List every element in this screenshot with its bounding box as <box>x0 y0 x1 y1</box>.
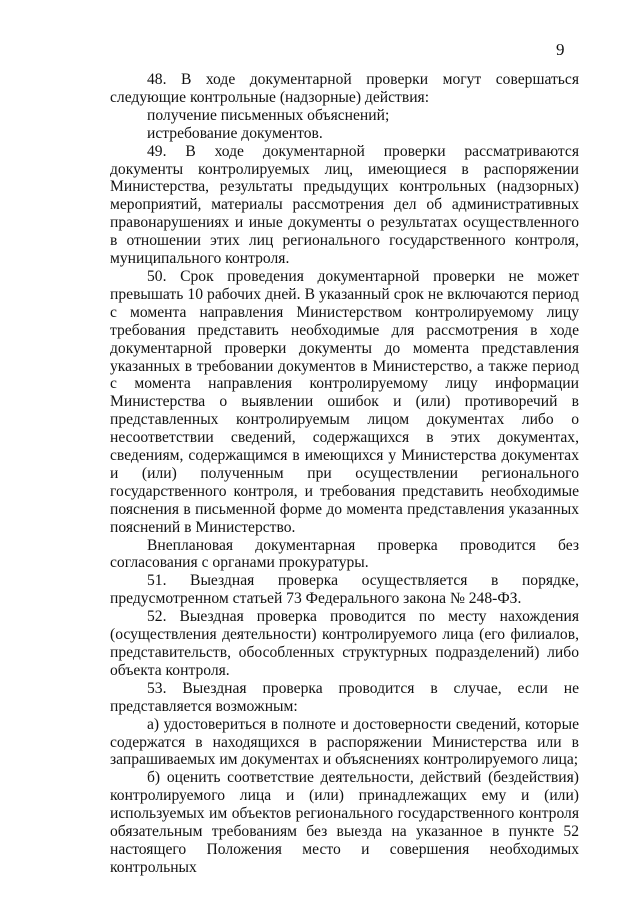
paragraph-53-b: б) оценить соответствие деятельности, действий (бездействия) контролируемого лица и (или) принадлежащих ему и (или) используемых им объектов регионального государственного контроля обязательным требованиям без выезда на указанное в пункте 52 настоящего Положения место и совершения необходимых контрольных <box>110 769 579 876</box>
list-item-documents: истребование документов. <box>147 124 323 142</box>
paragraph-unscheduled-check: Внеплановая документарная проверка проводится без согласования с органами прокуратуры. <box>110 536 579 572</box>
paragraph-50: 50. Срок проведения документарной проверки не может превышать 10 рабочих дней. В указанный срок не включаются период с момента направления Министерством контролируемому лицу требования представить необходимые для рассмотрения в ходе документарной проверки документы до момента представления указанных в требовании документов в Министерство, а также период с момента направления контролируемому лицу информации Министерства о выявлении ошибок и (или) противоречий в представленных контролируемым лицом документах либо о несоответствии сведений, содержащихся в этих документах, сведениям, содержащимся в имеющихся у Министерства документах и (или) полученным при осуществлении регионального государственного контроля, и требования представить необходимые пояснения в письменной форме до момента представления указанных пояснений в Министерство. <box>110 267 579 536</box>
paragraph-52: 52. Выездная проверка проводится по месту нахождения (осуществления деятельности) контролируемого лица (его филиалов, представительств, обособленных структурных подразделений) либо объекта контроля. <box>110 608 579 679</box>
paragraph-53-a: а) удостовериться в полноте и достоверности сведений, которые содержатся в находящихся в распоряжении Министерства или в запрашиваемых им документах и объяснениях контролируемого лица; <box>110 715 579 769</box>
paragraph-48: 48. В ходе документарной проверки могут совершаться следующие контрольные (надзорные) действия: <box>110 71 579 106</box>
paragraph-53: 53. Выездная проверка проводится в случае, если не представляется возможным: <box>110 679 579 715</box>
paragraph-49: 49. В ходе документарной проверки рассматриваются документы контролируемых лиц, имеющиеся в распоряжении Министерства, результаты предыдущих контрольных (надзорных) мероприятий, материалы рассмотрения дел об административных правонарушениях и иные документы о результатах осуществленного в отношении этих лиц регионального государственного контроля, муниципального контроля. <box>110 142 579 268</box>
list-item-explanations: получение письменных объяснений; <box>147 106 390 124</box>
paragraph-51: 51. Выездная проверка осуществляется в порядке, предусмотренном статьей 73 Федерального закона № 248-ФЗ. <box>110 572 579 608</box>
page-number: 9 <box>556 40 565 59</box>
document-body <box>110 71 579 877</box>
